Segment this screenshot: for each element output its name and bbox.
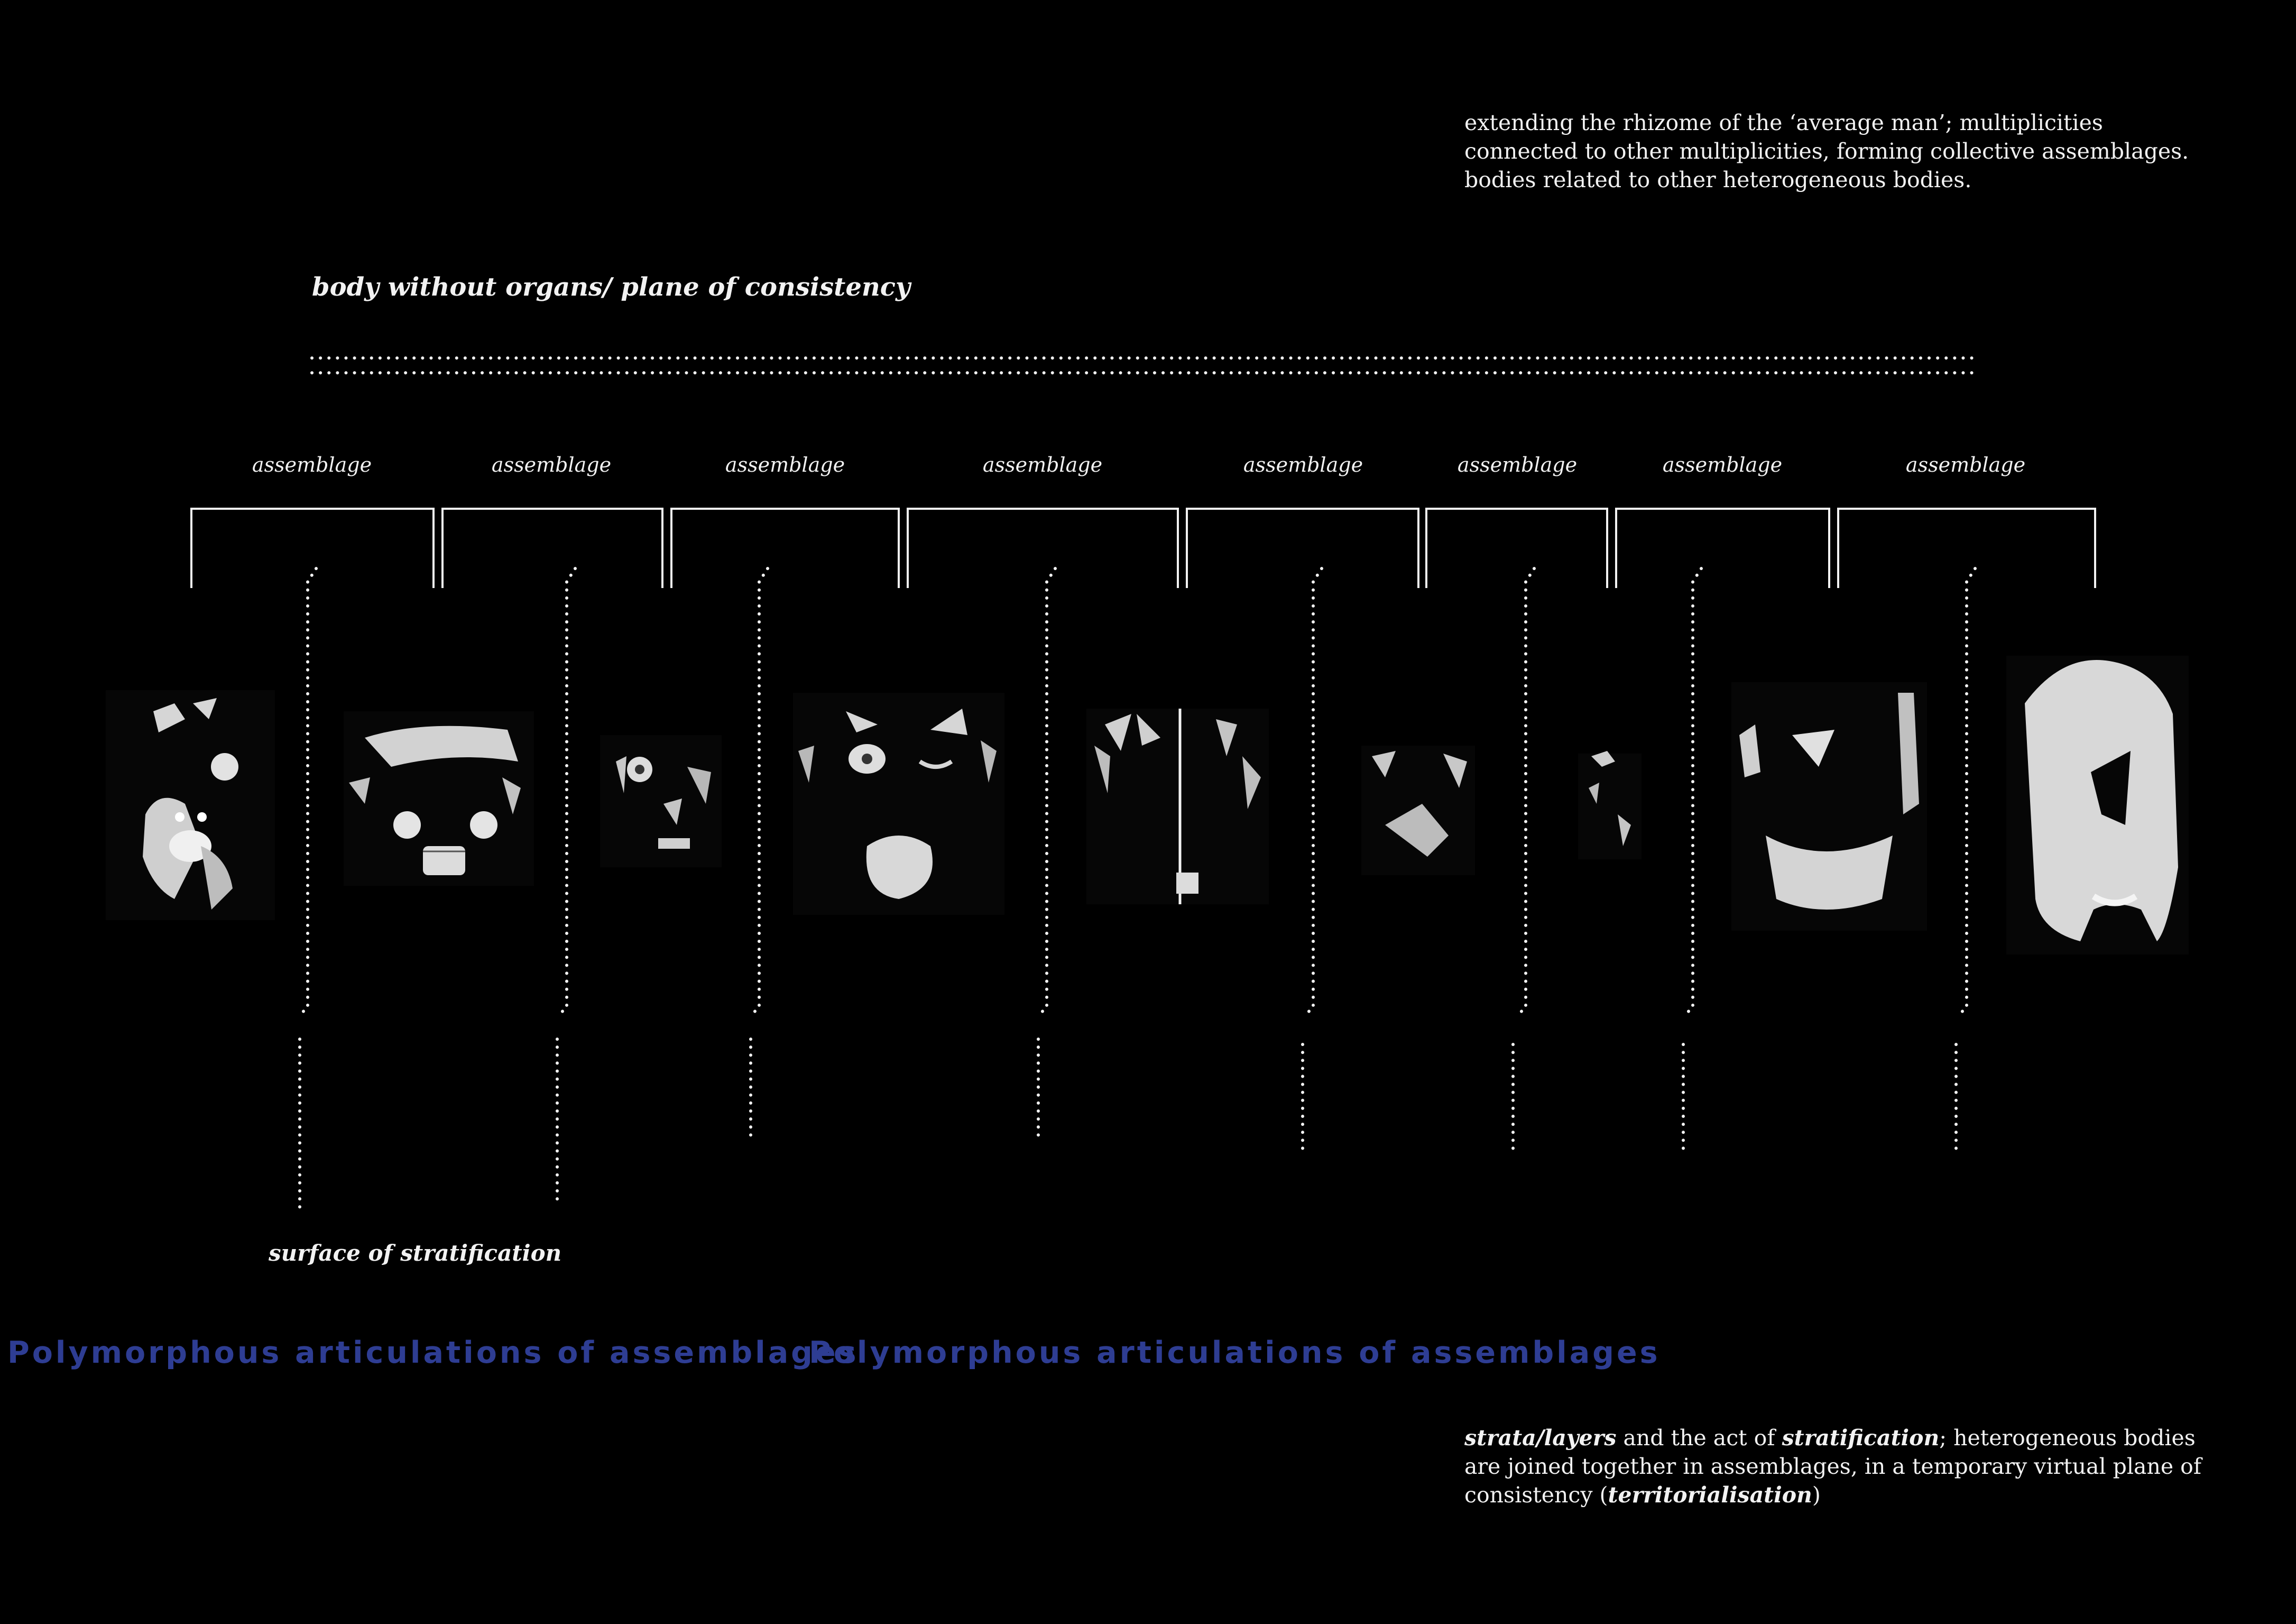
face-1 [106,690,275,920]
assemblage-label-4: assemblage [982,453,1103,476]
description-bottom [1464,1424,2205,1509]
description-top: extending the rhizome of the ‘average man’; multiplicities connected to other multiplicities, forming collective assemblages. bodies related to other heterogeneous bodies. [1464,110,2189,192]
face-5 [1086,709,1269,904]
territorialisation-term: territorialisation [1608,1482,1812,1508]
assemblage-label-5: assemblage [1243,453,1363,476]
face-7 [1578,751,1642,859]
strata-column-8 [1959,568,1975,1014]
stratification-term: stratification [1782,1425,1940,1451]
face-8 [1731,682,1927,931]
plane-dotted-line [312,358,1977,373]
assemblage-label-8: assemblage [1905,453,2026,476]
strata-term: strata/layers [1464,1425,1617,1451]
face-3 [600,735,722,867]
strata-column-2 [559,568,575,1014]
assemblage-label-3: assemblage [725,453,845,476]
strata-column-5 [1306,568,1322,1014]
assemblage-label-7: assemblage [1662,453,1783,476]
face-9 [2006,656,2189,955]
bracket-8 [1838,509,2095,588]
bracket-6 [1426,509,1607,588]
face-4 [793,693,1004,915]
bottom-text-segment: and the act of [1616,1425,1782,1451]
strata-column-3 [752,568,768,1014]
strata-column-6 [1518,568,1534,1014]
bracket-5 [1187,509,1418,588]
strata-column-4 [1039,568,1055,1014]
strata-column-1 [300,568,316,1014]
section-title-2: Polymorphous articulations of assemblages [809,1335,1661,1370]
assemblage-label-6: assemblage [1457,453,1578,476]
assemblage-label-2: assemblage [491,453,612,476]
plane-of-consistency-title: body without organs/ plane of consistency [312,272,910,302]
surface-of-stratification-label: surface of stratification [269,1240,562,1266]
section-title-1: Polymorphous articulations of assemblages [7,1335,859,1370]
bracket-7 [1616,509,1829,588]
bracket-3 [671,509,899,588]
bracket-4 [908,509,1178,588]
assemblage-label-1: assemblage [252,453,372,476]
face-2 [344,711,534,886]
bottom-text-segment: ; heterogeneous bodies are joined together in assemblages, in a temporary virtual plane of consistency ( [1464,1425,2201,1508]
assemblage-brackets [191,509,2095,588]
bracket-2 [442,509,662,588]
face-6 [1361,746,1475,875]
bottom-text-segment: ) [1812,1482,1821,1508]
strata-column-7 [1685,568,1701,1014]
